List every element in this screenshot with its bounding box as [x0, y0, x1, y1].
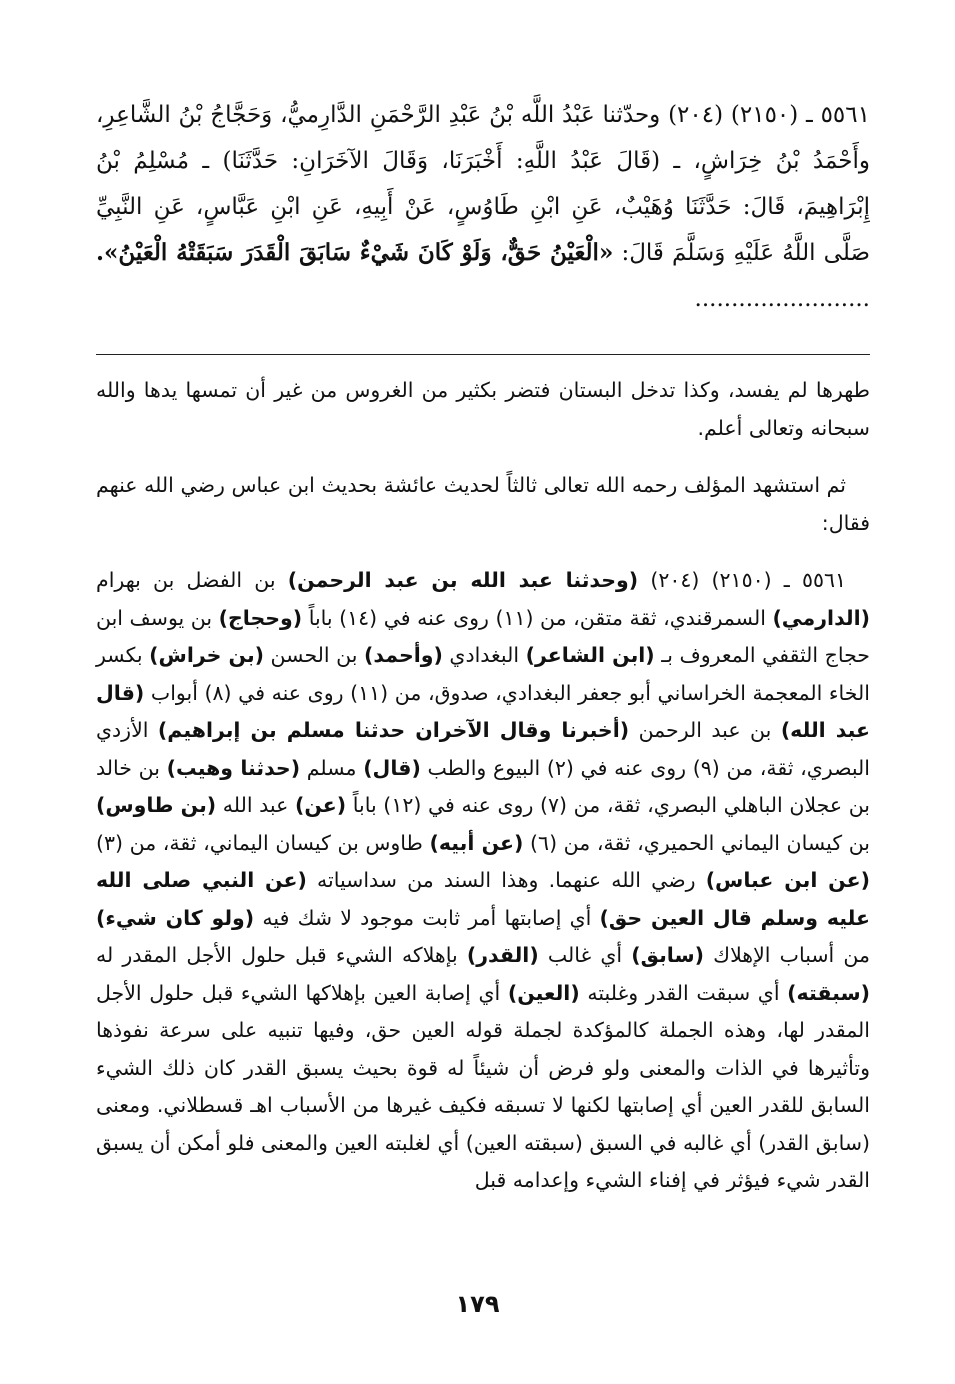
- bold-run: (سبقته): [787, 980, 870, 1005]
- bold-run: (ابن الشاعر): [525, 643, 655, 667]
- text-run: أي إصابة العين بإهلاكها الشيء قبل حلول الأجل المقدر لها، وهذه الجملة كالمؤكدة لجملة قوله العين حق، وفيها تنبيه على سرعة نفوذها وتأثيرها في الذات والمعنى ولو فرض أن شيئاً له قوة بحيث يسبق القدر كان ذلك الشيء السابق للقدر العين أي إصابتها لكنها لا تسبقه فكيف غيرها من الأسباب اهـ قسطلاني. ومعنى (سابق القدر) أي غالبه في السبق (سبقته العين) أي لغلبته العين والمعنى فلو أمكن أن يسبق القدر شيء فيؤثر في إفناء الشيء وإعدامه قبل: [96, 980, 870, 1192]
- text-run: أي إصابتها أمر ثابت موجود لا شك فيه: [254, 905, 600, 930]
- bold-run: (سابق): [631, 943, 705, 967]
- text-run: مسلم: [300, 755, 364, 780]
- bold-run: (ولو كان شيء): [96, 905, 255, 930]
- bold-run: (بن خراش): [149, 643, 265, 667]
- text-run: بن عبد الرحمن: [629, 718, 781, 742]
- text-run: بكسر الخاء المعجمة الخراساني أبو جعفر البغدادي، صدوق، من (١١) روى عنه في (٨) أبواب: [96, 643, 870, 705]
- text-run: بإهلاكه الشيء قبل حلول الأجل المقدر له: [96, 943, 467, 967]
- bold-run: (قال): [363, 755, 421, 780]
- text-run: البغدادي: [442, 643, 526, 667]
- bold-run: (وحدثنا عبد الله بن عبد الرحمن): [287, 568, 639, 592]
- bold-run: (عن النبي صلى الله عليه وسلم قال العين حق): [96, 868, 870, 930]
- hadith-dots: ........................: [694, 286, 870, 312]
- bold-run: (عن أبيه): [429, 830, 524, 855]
- bold-run: (حدثنا وهيب): [166, 755, 301, 780]
- text-run: بن خالد بن عجلان الباهلي البصري، ثقة، من (٧) روى عنه في (١٢) باباً: [96, 755, 871, 817]
- text-run: رضي الله عنهما. وهذا السند من سداسياته: [306, 868, 706, 892]
- text-run: عبد الله: [216, 793, 295, 817]
- text-run: من أسباب الإهلاك: [704, 943, 870, 967]
- text-run: أي سبقت القدر وغلبته: [579, 980, 788, 1005]
- text-run: ٥٥٦١ ـ (٢١٥٠) (٢٠٤): [638, 568, 846, 592]
- bold-run: (وأحمد): [364, 643, 443, 667]
- text-run: بن الفضل بن بهرام: [96, 568, 288, 592]
- commentary-paragraph-3: [96, 562, 870, 1200]
- bold-run: (العين): [507, 980, 580, 1005]
- text-run: الأزدي البصري، ثقة، من (٩) روى عنه في (٢) البيوع والطب: [96, 718, 871, 780]
- commentary-paragraph-1: طهرها لم يفسد، وكذا تدخل البستان فتضر بكثير من الغروس من غير أن تمسها يدها والله سبحانه وتعالى أعلم.: [96, 378, 870, 440]
- bold-run: (بن طاوس): [96, 793, 217, 817]
- bold-run: (قال عبد الله): [96, 680, 870, 742]
- footnote-divider: [96, 354, 870, 355]
- bold-run: (عن): [294, 793, 347, 817]
- hadith-text: [96, 92, 870, 322]
- text-run: بن الحسن: [264, 643, 364, 667]
- bold-run: (الدارمي): [772, 605, 871, 630]
- bold-run: (وحجاج): [218, 605, 303, 630]
- commentary: [96, 372, 870, 1200]
- hadith-matn: «الْعَيْنُ حَقٌّ، وَلَوْ كَانَ شَيْءٌ سَابَقَ الْقَدَرَ سَبَقَتْهُ الْعَيْنُ».: [96, 239, 614, 266]
- text-run: بن كيسان اليماني الحميري، ثقة، من (٦): [523, 830, 871, 855]
- page-number: ١٧٩: [455, 1290, 500, 1318]
- bold-run: (عن ابن عباس): [705, 868, 870, 892]
- commentary-paragraph-2: ثم استشهد المؤلف رحمه الله تعالى ثالثاً لحديث عائشة بحديث ابن عباس رضي الله عنهم فقال:: [96, 473, 870, 535]
- text-run: طاوس بن كيسان اليماني، ثقة، من (٣): [96, 830, 430, 855]
- text-run: بن يوسف ابن حجاج الثقفي المعروف بـ: [96, 605, 870, 667]
- bold-run: (القدر): [466, 943, 539, 967]
- text-run: السمرقندي، ثقة متقن، من (١١) روى عنه في (١٤) باباً: [302, 605, 773, 630]
- hadith-chain: ٥٥٦١ ـ (٢١٥٠) (٢٠٤) وحدّثنا عَبْدُ اللَّه بْنُ عَبْدِ الرَّحْمَنِ الدَّارِميُّ، وَحَجَّاجُ بْنُ الشَّاعِرِ، وأَحْمَدُ بْنُ خِرَاشٍ، ـ (قَالَ عَبْدُ اللَّهِ: أَخْبَرَنَا، وَقَالَ الآخَرَانِ: حَدَّثَنَا) ـ مُسْلِمُ بْنُ إِبْرَاهِيمَ، قَالَ: حَدَّثَنَا وُهَيْبٌ، عَنِ ابْنِ طَاوُسٍ، عَنْ أَبِيهِ، عَنِ ابْنِ عَبَّاسٍ، عَنِ النَّبِيِّ صَلَّى اللَّهُ عَلَيْهِ وَسَلَّمَ قَالَ:: [96, 102, 870, 266]
- text-run: أي غالب: [538, 943, 632, 967]
- bold-run: (أخبرنا وقال الآخران حدثنا مسلم بن إبراهيم): [157, 718, 630, 742]
